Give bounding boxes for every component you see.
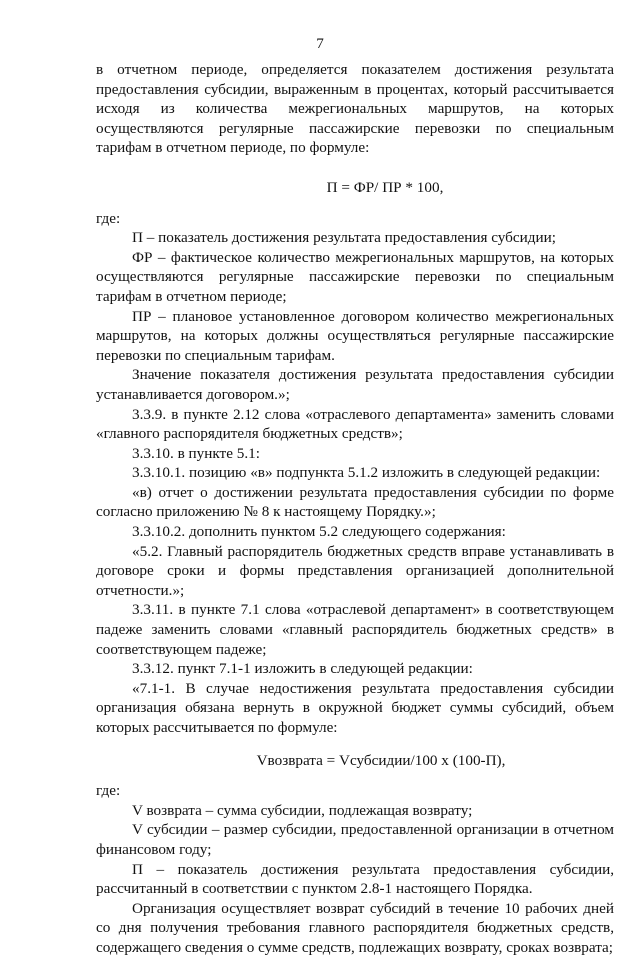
paragraph: 3.3.12. пункт 7.1-1 изложить в следующей редакции:: [132, 660, 473, 678]
formula: П = ФР/ ПР * 100,: [326, 178, 444, 196]
paragraph: 3.3.11. в пункте 7.1 слова «отраслевой департамент» в соответствующем падеже заменить словами «главный распорядитель бюджетных средств» в соответствующем падеже;: [96, 601, 614, 658]
formula: Vвозврата = Vсубсидии/100 x (100-П),: [256, 751, 506, 769]
paragraph: в отчетном периоде, определяется показателем достижения результата предоставления субсидии, выраженным в процентах, который рассчитывается исходя из количества межрегиональных маршрутов, на которых осуществляются регулярные пассажирские перевозки по специальным тарифам в отчетном периоде, по формуле:: [96, 61, 614, 157]
document-body: [96, 60, 614, 958]
paragraph: «7.1-1. В случае недостижения результата предоставления субсидии организация обязана вернуть в окружной бюджет суммы субсидий, объем которых рассчитывается по формуле:: [96, 679, 614, 736]
formula-legend-label: где:: [96, 782, 121, 800]
paragraph: V возврата – сумма субсидии, подлежащая возврату;: [132, 801, 473, 819]
paragraph: 3.3.10. в пункте 5.1:: [132, 444, 260, 462]
paragraph: ПР – плановое установленное договором количество межрегиональных маршрутов, на которых должны осуществляться регулярные пассажирские перевозки по специальным тарифам.: [96, 307, 614, 364]
page-number: 7: [316, 35, 324, 52]
formula-legend-label: где:: [96, 209, 121, 227]
paragraph: П – показатель достижения результата предоставления субсидии, рассчитанный в соответствии с пунктом 2.8-1 настоящего Порядка.: [96, 860, 614, 898]
paragraph: 3.3.10.1. позицию «в» подпункта 5.1.2 изложить в следующей редакции:: [132, 464, 601, 482]
paragraph: 3.3.10.2. дополнить пунктом 5.2 следующего содержания:: [132, 523, 506, 541]
paragraph: «в) отчет о достижении результата предоставления субсидии по форме согласно приложению № 8 к настоящему Порядку.»;: [96, 483, 614, 521]
paragraph: Организация осуществляет возврат субсидий в течение 10 рабочих дней со дня получения требования главного распорядителя бюджетных средств, содержащего сведения о сумме средств, подлежащих возврату, сроках возврата;: [96, 899, 614, 956]
paragraph: V субсидии – размер субсидии, предоставленной организации в отчетном финансовом году;: [96, 821, 614, 858]
paragraph: П – показатель достижения результата предоставления субсидии;: [132, 229, 556, 247]
paragraph: ФР – фактическое количество межрегиональных маршрутов, на которых осуществляются регулярные пассажирские перевозки по специальным тарифам в отчетном периоде;: [96, 248, 614, 305]
paragraph: 3.3.9. в пункте 2.12 слова «отраслевого департамента» заменить словами «главного распорядителя бюджетных средств»;: [96, 405, 614, 443]
paragraph: «5.2. Главный распорядитель бюджетных средств вправе устанавливать в договоре сроки и формы представления организацией дополнительной отчетности.»;: [96, 542, 614, 599]
paragraph: Значение показателя достижения результата предоставления субсидии устанавливается договором.»;: [96, 366, 614, 403]
